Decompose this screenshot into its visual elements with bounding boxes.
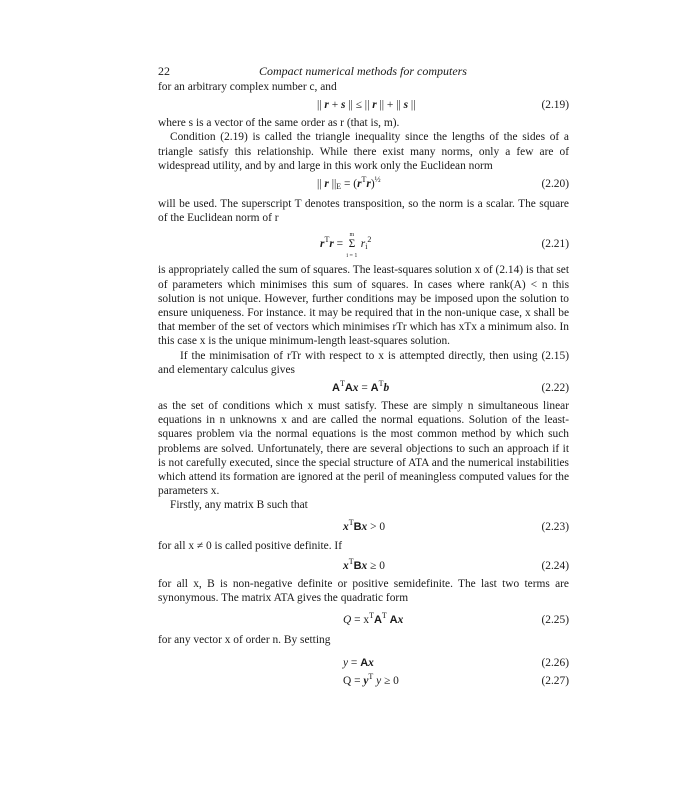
text-line: where s is a vector of the same order as r (that is, m). [158, 117, 400, 130]
equation-2-25 [158, 605, 569, 633]
equation-body: $x^TBx > 0$ [343, 517, 386, 533]
equation-2-26 [158, 647, 569, 673]
equation-number: (2.27) [541, 675, 569, 688]
equation-body: $x^TBx \ge 0$ [343, 556, 385, 572]
equation-body: $Q = y^T$ y ≥ 0 [343, 672, 399, 688]
equation-number: (2.25) [541, 614, 569, 627]
equation-body: $Q = x^TA^T$ Ax [343, 611, 404, 627]
text-line: for an arbitrary complex number c, and [158, 81, 337, 93]
equation-2-27 [158, 673, 569, 693]
paragraph: as the set of conditions which x must satisfy. These are simply n simultaneous linear equations in n unknowns x and are called the normal equations. Solution of the least-squares problem via the normal equations is the most common method by which such problems are solved. Unfortunately, there are several objections to such an approach if it is not carefully executed, since the special structure of ATA and the numerical instabilities which attend its formation are ignored at the peril of meaningless computed values for the parameters x. [158, 400, 569, 498]
text-line: for any vector x of order n. By setting [158, 634, 331, 647]
equation-number: (2.22) [541, 382, 569, 395]
paragraph: will be used. The superscript T denotes transposition, so the norm is a scalar. The square of the Euclidean norm of r [158, 198, 569, 225]
paragraph: is appropriately called the sum of squares. The least-squares solution x of (2.14) is that set of parameters which minimises this sum of squares. In cases where rank(A) < n this solution is not unique. However, further conditions may be imposed upon the solution to ensure uniqueness. For instance. it may be required that in the non-unique case, x shall be that member of the set of vectors which minimises rTr which has xTx a minimum also. In this case x is the unique minimum-length least-squares solution. [158, 264, 569, 348]
equation-2-21 [158, 225, 569, 263]
equation-number: (2.24) [541, 559, 569, 572]
equation-body: $A^TAx = A^Tb$ [332, 379, 390, 395]
page-header [158, 62, 569, 80]
equation-number: (2.23) [541, 520, 569, 533]
equation-number: (2.20) [541, 178, 569, 191]
paragraph: Condition (2.19) is called the triangle inequality since the lengths of the sides of a triangle satisfy this relationship. While there exist many norms, only a few are of widespread utility, and by and large in this work only the Euclidean norm [158, 131, 569, 172]
equation-number: (2.19) [541, 99, 569, 112]
equation-body: y = Ax [343, 657, 374, 670]
paragraph: for all x, B is non-negative definite or positive semidefinite. The last two terms are synonymous. The matrix ATA gives the quadratic form [158, 577, 569, 605]
equation-2-22 [158, 377, 569, 399]
equation-2-20 [158, 173, 569, 197]
equation-body: $r^Tr$ = m Σ i = 1 $r_i^2$ [320, 232, 372, 260]
document-page [158, 62, 569, 693]
equation-2-19 [158, 94, 569, 116]
equation-body: || r + s || ≤ || r || + || s || [317, 99, 416, 112]
equation-number: (2.26) [541, 657, 569, 670]
equation-2-23 [158, 513, 569, 539]
equation-number: (2.21) [541, 238, 569, 251]
paragraph: If the minimisation of rTr with respect to x is attempted directly, then using (2.15) and elementary calculus gives [158, 349, 569, 376]
text-line: Firstly, any matrix B such that [170, 499, 308, 512]
equation-2-24 [158, 553, 569, 577]
equation-body: || r $||_E = (r^Tr)^{\frac{1}{2}}$ [317, 175, 381, 192]
text-line: for all x ≠ 0 is called positive definite. If [158, 539, 343, 552]
summation-symbol: m Σ i = 1 [346, 232, 358, 260]
running-title: Compact numerical methods for computers [259, 64, 467, 78]
page-number: 22 [158, 64, 170, 78]
